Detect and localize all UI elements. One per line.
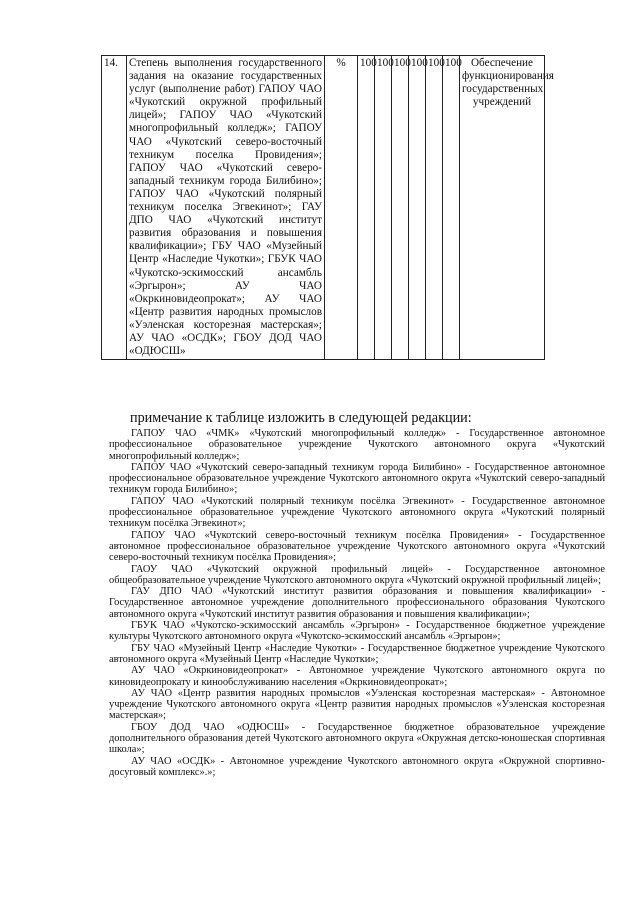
note-paragraph: АУ ЧАО «ОСДК» - Автономное учреждение Чукотского автономного округа «Окружной спортивно-досуговый комплекс».»;: [109, 755, 605, 778]
note-paragraph: ГБУ ЧАО «Музейный Центр «Наследие Чукотки» - Государственное бюджетное учреждение Чукотского автономного округа «Музейный Центр «Наследие Чукотки»;: [109, 642, 605, 665]
indicators-table: [101, 55, 554, 360]
purpose-cell: Обеспечение функционирования государственных учреждений: [460, 56, 545, 360]
value-cell: 100: [426, 56, 443, 360]
note-title: примечание к таблице изложить в следующей редакции:: [130, 410, 472, 426]
note-paragraph: ГБУК ЧАО «Чукотско-эскимосский ансамбль «Эргырон» - Государственное бюджетное учреждение культуры Чукотского автономного округа «Чукотско-эскимосский ансамбль «Эргырон»;: [109, 620, 605, 643]
note-paragraph: ГАУ ДПО ЧАО «Чукотский институт развития образования и повышения квалификации» - Государственное автономное учреждение дополнительного профессионального образования Чукотского автономного округа «Чукотский институт развития образования и повышения квалификации»;: [109, 586, 605, 620]
value-cell: 100: [443, 56, 460, 360]
indicator-name: Степень выполнения государственного задания на оказание государственных услуг (выполнение работ) ГАПОУ ЧАО «Чукотский окружной профильный лицей»; ГАПОУ ЧАО «Чукотский многопрофильный колледж»; ГАПОУ ЧАО «Чукотский северо-восточный техникум поселка Провидения»; ГАПОУ ЧАО «Чукотский северо-западный техникум города Билибино»; ГАПОУ ЧАО «Чукотский полярный техникум поселка Эгвекинот»; ГАУ ДПО ЧАО «Чукотский институт развития образования и повышения квалификации»; ГБУ ЧАО «Музейный Центр «Наследие Чукотки»; ГБУК ЧАО «Чукотско-эскимосский ансамбль «Эргырон»; АУ ЧАО «Окркиновидеопрокат»; АУ ЧАО «Центр развития народных промыслов «Уэленская косторезная мастерская»; АУ ЧАО «ОСДК»; ГБОУ ДОД ЧАО «ОДЮСШ»: [127, 56, 325, 360]
note-paragraph: ГАПОУ ЧАО «Чукотский северо-восточный техникум посёлка Провидения» - Государственное автономное профессиональное образовательное учреждение Чукотского автономного округа «Чукотский северо-восточный техникум посёлка Провидения»;: [109, 529, 605, 564]
note-paragraph: ГАПОУ ЧАО «ЧМК» «Чукотский многопрофильный колледж» - Государственное автономное профессиональное образовательное учреждение Чукотского автономного округа «Чукотский многопрофильный колледж»;: [109, 428, 605, 462]
row-number: 14.: [102, 56, 127, 360]
unit-cell: %: [325, 56, 358, 360]
value-cell: 100: [375, 56, 392, 360]
note-paragraph: АУ ЧАО «Центр развития народных промыслов «Уэленская косторезная мастерская» - Автономное учреждение Чукотского автономного округа «Центр развития народных промыслов «Уэленская косторезная мастерская»;: [109, 687, 605, 722]
value-cell: 100: [358, 56, 375, 360]
note-paragraph: ГБОУ ДОД ЧАО «ОДЮСШ» - Государственное бюджетное образовательное учреждение дополнительного образования детей Чукотского автономного округа «Окружная детско-юношеская спортивная школа»;: [109, 721, 605, 756]
note-paragraph: АУ ЧАО «Окркиновидеопрокат» - Автономное учреждение Чукотского автономного округа по киновидеопрокату и кинообслуживанию населения «Окркиновидеопрокат»;: [109, 665, 605, 688]
table-row: [102, 56, 545, 360]
notes-section: [109, 428, 605, 778]
value-cell: 100: [409, 56, 426, 360]
note-paragraph: ГАПОУ ЧАО «Чукотский полярный техникум посёлка Эгвекинот» - Государственное автономное профессиональное образовательное учреждение Чукотского автономного округа «Чукотский полярный техникум посёлка Эгвекинот»;: [109, 495, 605, 530]
note-paragraph: ГАОУ ЧАО «Чукотский окружной профильный лицей» - Государственное автономное общеобразовательное учреждение Чукотского автономного округа «Чукотский окружной профильный лицей»;: [109, 563, 605, 586]
value-cell: 100: [392, 56, 409, 360]
note-paragraph: ГАПОУ ЧАО «Чукотский северо-западный техникум города Билибино» - Государственное автономное профессиональное образовательное учреждение Чукотского автономного округа «Чукотский северо-западный техникум города Билибино»;: [109, 461, 605, 496]
